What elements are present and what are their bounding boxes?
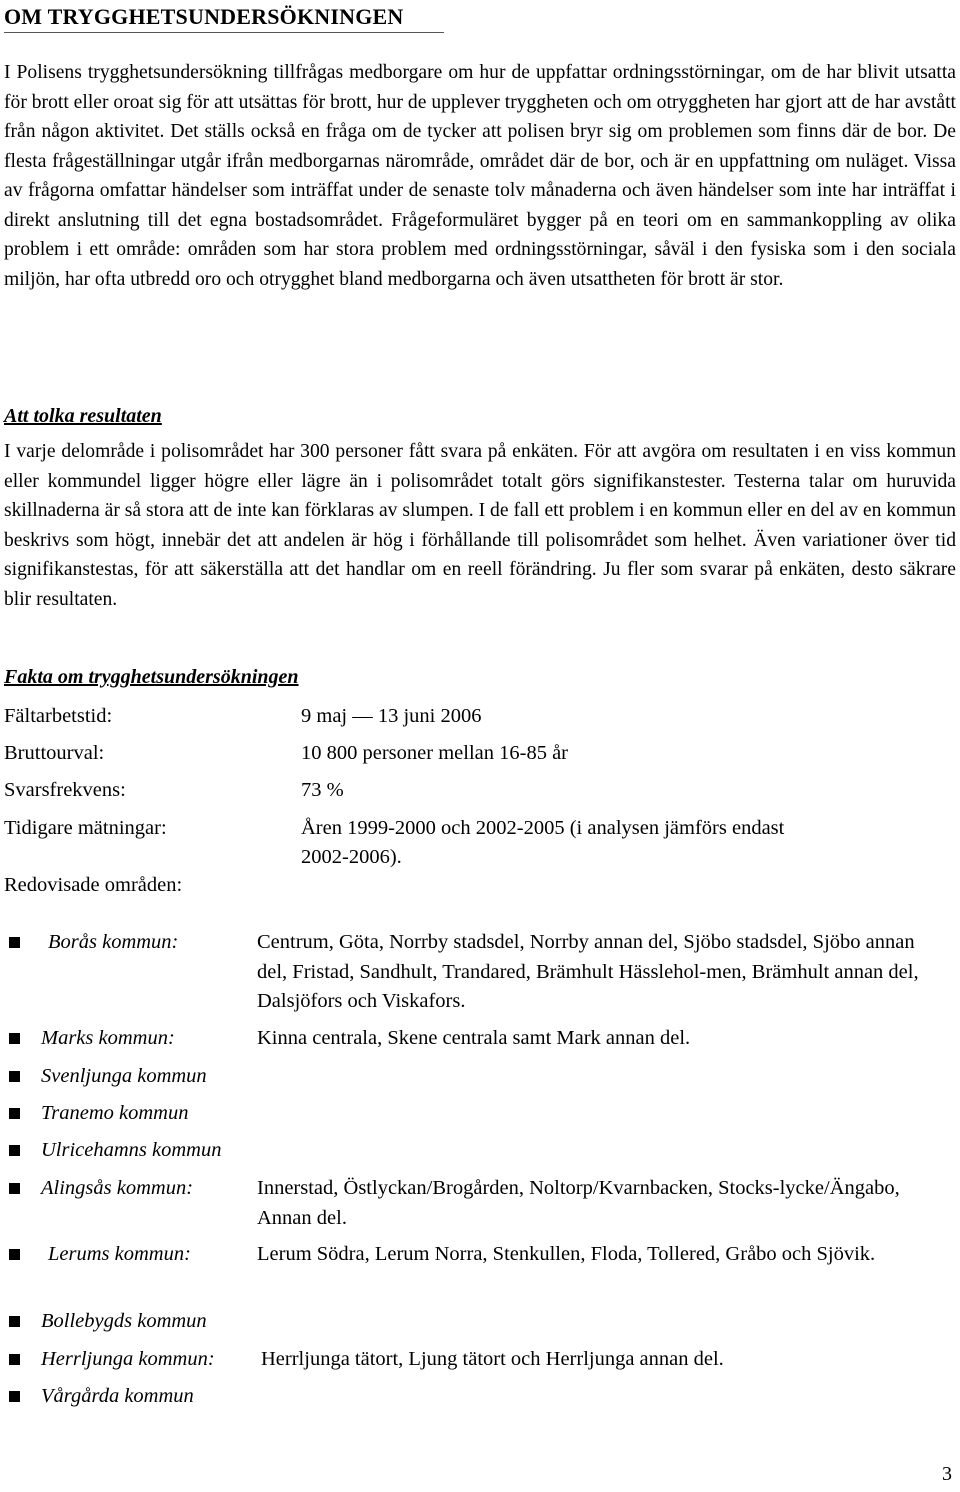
fact-value: Åren 1999-2000 och 2002-2005 (i analysen jämförs endast — [301, 817, 785, 839]
municipality-areas: Kinna centrala, Skene centrala samt Mark annan del. — [257, 1027, 691, 1049]
intro-paragraph: I Polisens trygghetsundersökning tillfrågas medborgare om hur de uppfattar ordningsstörningar, om de har blivit utsatta för brott eller oroat sig för att utsättas för brott, hur de upplever tryggheten och om otryggheten har gjort att de har avstått från någon aktivitet. Det ställs också en fråga om de tycker att polisen bryr sig om problemen som finns där de bor. De flesta frågeställningar utgår ifrån medborgarnas närområde, området där de bor, och är en uppfattning om nuläget. Vissa av frågorna omfattar händelser som inträffat under de senaste tolv månaderna och även händelser som inte har inträffat i direkt anslutning till det egna bostadsområdet. Frågeformuläret bygger på en teori om en sammankoppling av olika problem i ett område: områden som har stora problem med ordningsstörningar, såväl i den fysiska som i den sociala miljön, har ofta utbredd oro och otrygghet bland medborgarna och även utsattheten för brott är stor. — [4, 62, 956, 290]
municipality-name: Lerums kommun: — [48, 1243, 191, 1265]
municipality-name: Ulricehamns kommun — [41, 1139, 222, 1161]
municipality-name: Bollebygds kommun — [41, 1310, 207, 1332]
bullet-icon — [9, 1249, 20, 1260]
municipality-areas: Centrum, Göta, Norrby stadsdel, Norrby annan del, Sjöbo stadsdel, Sjöbo annan del, Fristad, Sandhult, Trandared, Brämhult Hässlehol-men, Brämhult annan del, Dalsjöfors och Viskafors. — [257, 931, 919, 1012]
bullet-icon — [9, 1316, 20, 1327]
bullet-icon — [9, 1391, 20, 1402]
municipality-areas: Innerstad, Östlyckan/Brogården, Noltorp/Kvarnbacken, Stocks-lycke/Ängabo, Annan del. — [257, 1177, 900, 1229]
bullet-icon — [9, 1108, 20, 1119]
fact-value: 10 800 personer mellan 16-85 år — [301, 742, 568, 764]
section-heading-tolka: Att tolka resultaten — [4, 405, 162, 427]
municipality-name: Marks kommun: — [41, 1027, 175, 1049]
fact-label: Fältarbetstid: — [4, 705, 113, 727]
page-number: 3 — [942, 1463, 952, 1485]
bullet-icon — [9, 1145, 20, 1156]
municipality-areas: Lerum Södra, Lerum Norra, Stenkullen, Floda, Tollered, Gråbo och Sjövik. — [257, 1243, 876, 1265]
fact-label: Bruttourval: — [4, 742, 105, 764]
municipality-name: Herrljunga kommun: — [41, 1348, 215, 1370]
bullet-icon — [9, 937, 20, 948]
tolka-paragraph: I varje delområde i polisområdet har 300 personer fått svara på enkäten. För att avgöra om resultaten i en viss kommun eller kommundel ligger högre eller lägre än i polisområdet totalt görs signifikanstester. Testerna talar om huruvida skillnaderna är så stora att de inte kan förklaras av slumpen. I de fall ett problem i en kommun eller en del av en kommun beskrivs som högt, innebär det att andelen är hög i förhållande till polisområdet som helhet. Även variationer över tid signifikanstestas, för att säkerställa att det handlar om en reell förändring. Ju fler som svarar på enkäten, desto säkrare blir resultaten. — [4, 441, 956, 610]
section-heading-fakta: Fakta om trygghetsundersökningen — [4, 666, 299, 688]
bullet-icon — [9, 1354, 20, 1365]
municipality-name: Svenljunga kommun — [41, 1065, 207, 1087]
bullet-icon — [9, 1183, 20, 1194]
bullet-icon — [9, 1071, 20, 1082]
municipality-name: Borås kommun: — [48, 931, 179, 953]
municipality-name: Tranemo kommun — [41, 1102, 189, 1124]
municipality-areas: Herrljunga tätort, Ljung tätort och Herrljunga annan del. — [261, 1348, 724, 1370]
fact-label: Tidigare mätningar: — [4, 817, 167, 839]
fact-label: Svarsfrekvens: — [4, 779, 126, 801]
municipality-name: Alingsås kommun: — [41, 1177, 194, 1199]
fact-value: 73 % — [301, 779, 344, 801]
bullet-icon — [9, 1033, 20, 1044]
fact-value: 9 maj — 13 juni 2006 — [301, 705, 482, 727]
municipality-name: Vårgårda kommun — [41, 1385, 194, 1407]
page-title: OM TRYGGHETSUNDERSÖKNINGEN — [4, 2, 444, 33]
fact-value-continued: 2002-2006). — [301, 846, 402, 868]
fact-label: Redovisade områden: — [4, 874, 183, 896]
